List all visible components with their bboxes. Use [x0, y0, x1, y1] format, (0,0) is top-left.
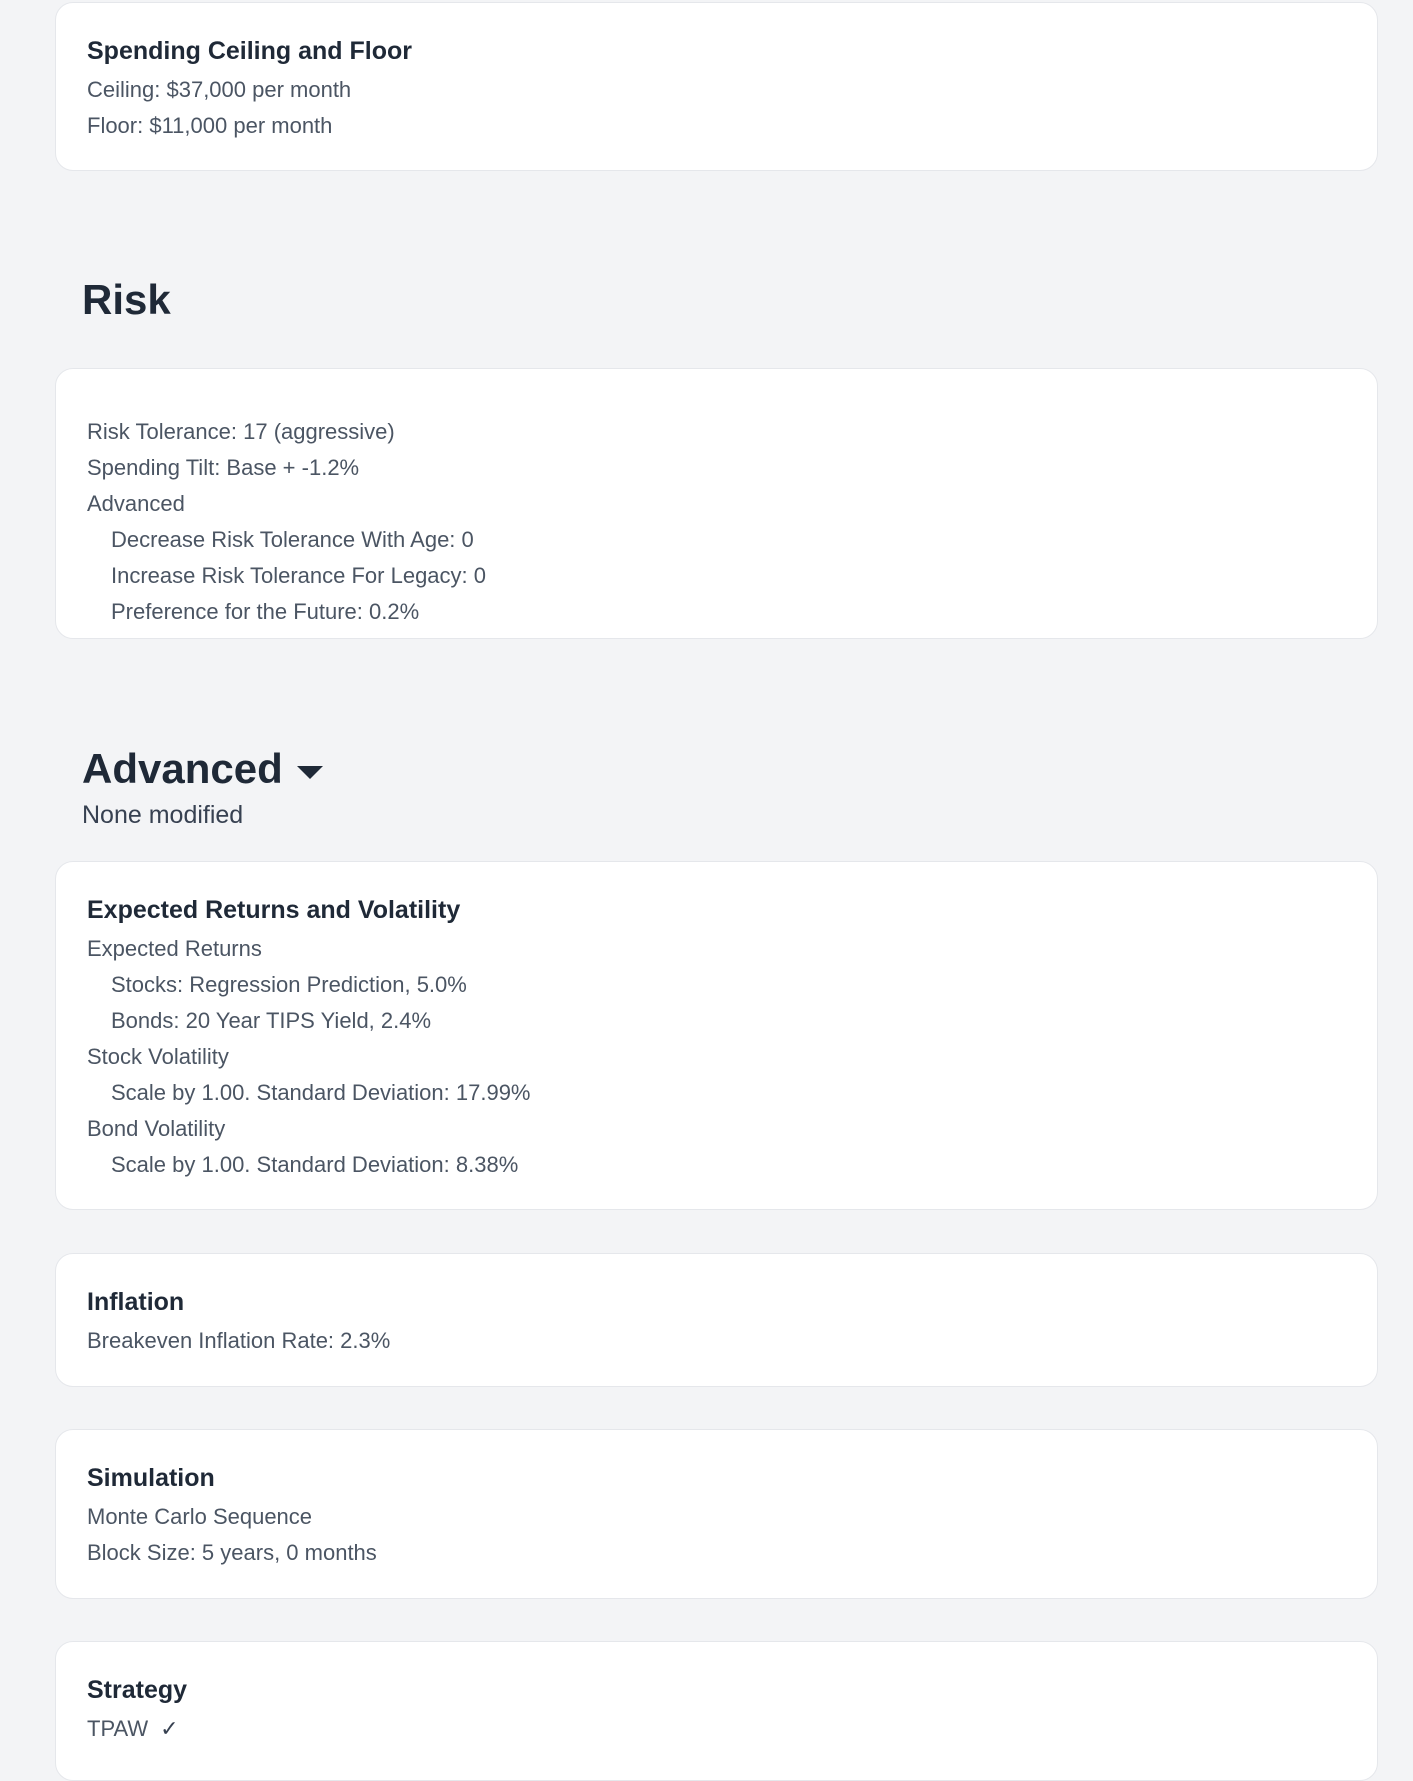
risk-card[interactable] — [55, 368, 1378, 639]
stock-volatility-value: Scale by 1.00. Standard Deviation: 17.99% — [111, 1080, 531, 1105]
breakeven-inflation-rate: Breakeven Inflation Rate: 2.3% — [87, 1328, 391, 1353]
decrease-risk-with-age: Decrease Risk Tolerance With Age: 0 — [111, 527, 474, 552]
block-size: Block Size: 5 years, 0 months — [87, 1540, 377, 1565]
expected-returns-card[interactable] — [55, 861, 1378, 1210]
floor-value: Floor: $11,000 per month — [87, 113, 333, 138]
increase-risk-for-legacy: Increase Risk Tolerance For Legacy: 0 — [111, 563, 486, 588]
simulation-card[interactable] — [55, 1429, 1378, 1599]
inflation-title: Inflation — [87, 1288, 185, 1316]
strategy-title: Strategy — [87, 1676, 188, 1704]
inflation-card[interactable] — [55, 1253, 1378, 1387]
risk-section-heading: Risk — [82, 276, 171, 323]
advanced-section-heading: Advanced — [82, 745, 283, 792]
strategy-value-row — [87, 1711, 1346, 1747]
spending-tilt: Spending Tilt: Base + -1.2% — [87, 455, 360, 480]
bonds-expected-return: Bonds: 20 Year TIPS Yield, 2.4% — [111, 1008, 432, 1033]
expected-returns-title: Expected Returns and Volatility — [87, 896, 461, 924]
bond-volatility-value: Scale by 1.00. Standard Deviation: 8.38% — [111, 1152, 519, 1177]
advanced-section-toggle[interactable] — [82, 744, 323, 794]
strategy-card[interactable] — [55, 1641, 1378, 1781]
stocks-expected-return: Stocks: Regression Prediction, 5.0% — [111, 972, 467, 997]
bond-volatility-label: Bond Volatility — [87, 1116, 226, 1141]
strategy-value: TPAW — [87, 1716, 149, 1741]
stock-volatility-label: Stock Volatility — [87, 1044, 229, 1069]
spending-ceiling-floor-title: Spending Ceiling and Floor — [87, 37, 412, 65]
advanced-subtitle: None modified — [82, 801, 244, 829]
expected-returns-label: Expected Returns — [87, 936, 262, 961]
risk-advanced-label: Advanced — [87, 491, 185, 516]
preference-for-future: Preference for the Future: 0.2% — [111, 599, 420, 624]
check-icon: ✓ — [160, 1716, 179, 1741]
caret-down-icon — [297, 766, 323, 779]
spending-ceiling-floor-card[interactable] — [55, 2, 1378, 171]
simulation-method: Monte Carlo Sequence — [87, 1504, 313, 1529]
simulation-title: Simulation — [87, 1464, 215, 1492]
risk-tolerance: Risk Tolerance: 17 (aggressive) — [87, 419, 395, 444]
ceiling-value: Ceiling: $37,000 per month — [87, 77, 352, 102]
